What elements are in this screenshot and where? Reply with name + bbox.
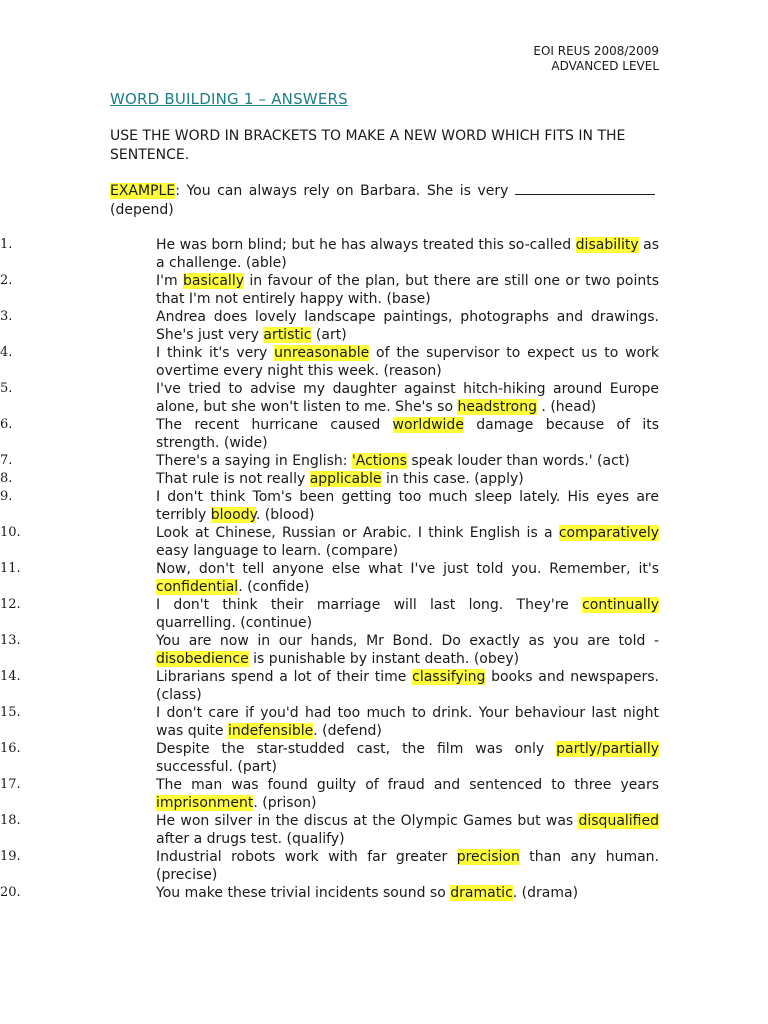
- sentence-text: I don't think their marriage will last long. They're: [156, 597, 583, 613]
- sentence-text: in this case. (apply): [381, 471, 524, 487]
- sentence-text: I think it's very: [156, 345, 275, 361]
- example-hint: (depend): [110, 202, 174, 218]
- highlighted-answer: confidential: [156, 579, 239, 595]
- highlighted-answer: imprisonment: [156, 795, 254, 811]
- list-item-number: 1.: [0, 237, 13, 252]
- answer-blank: [515, 181, 655, 195]
- highlighted-answer: basically: [183, 273, 244, 289]
- highlighted-answer: 'Actions: [351, 453, 407, 469]
- list-item-number: 13.: [0, 633, 21, 648]
- list-item: [0, 452, 659, 470]
- instructions-text: USE THE WORD IN BRACKETS TO MAKE A NEW WORD WHICH FITS IN THE SENTENCE.: [110, 128, 626, 163]
- sentence-text: . (blood): [255, 507, 315, 523]
- sentence-text: The man was found guilty of fraud and sentenced to three years: [156, 777, 659, 793]
- list-item-number: 16.: [0, 741, 21, 756]
- sentence-text: Industrial robots work with far greater: [156, 849, 457, 865]
- sentence-text: I've tried to advise my daughter against hitch-hiking around Europe alone, but she won't listen to me. She's so: [156, 381, 659, 415]
- list-item: [0, 524, 659, 560]
- highlighted-answer: classifying: [412, 669, 486, 685]
- list-item-number: 18.: [0, 813, 21, 828]
- sentence-text: You make these trivial incidents sound so: [156, 885, 451, 901]
- list-item-number: 3.: [0, 309, 13, 324]
- list-item: [0, 848, 659, 884]
- sentence-text: damage because of its strength. (wide): [156, 417, 659, 451]
- sentence-text: . (head): [536, 399, 597, 415]
- highlighted-answer: applicable: [309, 471, 382, 487]
- sentence-text: You are now in our hands, Mr Bond. Do exactly as you are told -: [156, 633, 659, 649]
- sentence-text: of the supervisor to expect us to work overtime every night this week. (reason): [156, 345, 659, 379]
- list-item: [0, 308, 659, 344]
- header-school: EOI REUS 2008/2009: [533, 44, 659, 58]
- list-item: [0, 632, 659, 668]
- list-item-number: 2.: [0, 273, 13, 288]
- sentence-text: Andrea does lovely landscape paintings, photographs and drawings. She's just very: [156, 309, 659, 343]
- list-item-number: 20.: [0, 885, 21, 900]
- list-item-number: 5.: [0, 381, 13, 396]
- sentence-text: Look at Chinese, Russian or Arabic. I think English is a: [156, 525, 559, 541]
- sentence-text: after a drugs test. (qualify): [156, 831, 345, 847]
- highlighted-answer: comparatively: [558, 525, 659, 541]
- list-item: [0, 668, 659, 704]
- list-item-number: 4.: [0, 345, 13, 360]
- list-item: [0, 704, 659, 740]
- sentence-text: He won silver in the discus at the Olympic Games but was: [156, 813, 579, 829]
- sentence-text: I don't care if you'd had too much to drink. Your behaviour last night was quite: [156, 705, 659, 739]
- sentence-text: as a challenge. (able): [156, 237, 660, 271]
- list-item-number: 12.: [0, 597, 21, 612]
- sentence-text: successful. (part): [156, 759, 277, 775]
- sentence-text: easy language to learn. (compare): [156, 543, 399, 559]
- list-item-number: 7.: [0, 453, 13, 468]
- highlighted-answer: worldwide: [392, 417, 464, 433]
- sentence-text: . (defend): [313, 723, 382, 739]
- sentence-text: The recent hurricane caused: [156, 417, 393, 433]
- list-item: [0, 416, 659, 452]
- sentence-text: . (drama): [512, 885, 579, 901]
- list-item-number: 17.: [0, 777, 21, 792]
- highlighted-answer: artistic: [263, 327, 312, 343]
- example-text: : You can always rely on Barbara. She is very: [175, 183, 509, 199]
- list-item: [0, 272, 659, 308]
- sentence-text: Now, don't tell anyone else what I've just told you. Remember, it's: [156, 561, 659, 577]
- sentence-text: speak louder than words.' (act): [406, 453, 630, 469]
- sentence-text: I'm: [156, 273, 183, 289]
- sentence-text: . (prison): [253, 795, 317, 811]
- header-level: ADVANCED LEVEL: [551, 59, 659, 73]
- example-sentence: [110, 181, 659, 220]
- sentence-text: quarrelling. (continue): [156, 615, 313, 631]
- sentence-text: books and newspapers. (class): [156, 669, 659, 703]
- sentence-text: Despite the star-studded cast, the film was only: [156, 741, 557, 757]
- list-item-number: 8.: [0, 471, 13, 486]
- highlighted-answer: continually: [582, 597, 659, 613]
- list-item: [0, 884, 659, 902]
- sentence-text: There's a saying in English:: [156, 453, 352, 469]
- sentence-text: That rule is not really: [156, 471, 310, 487]
- sentence-text: in favour of the plan, but there are still one or two points that I'm not entirely happy with. (base): [156, 273, 659, 307]
- list-item-number: 6.: [0, 417, 13, 432]
- list-item: [0, 236, 659, 272]
- list-item: [0, 596, 659, 632]
- highlighted-answer: disqualified: [578, 813, 659, 829]
- list-item-number: 14.: [0, 669, 21, 684]
- highlighted-answer: disobedience: [156, 651, 249, 667]
- sentence-text: . (confide): [238, 579, 310, 595]
- list-item: [0, 740, 659, 776]
- sentence-text: (art): [311, 327, 347, 343]
- list-item-number: 11.: [0, 561, 21, 576]
- list-item: [0, 812, 659, 848]
- highlighted-answer: indefensible: [227, 723, 314, 739]
- sentence-text: Librarians spend a lot of their time: [156, 669, 413, 685]
- answer-list: [0, 236, 659, 902]
- highlighted-answer: precision: [456, 849, 520, 865]
- list-item-number: 10.: [0, 525, 21, 540]
- highlighted-answer: partly/partially: [556, 741, 659, 757]
- document-header: [533, 44, 659, 74]
- list-item: [0, 560, 659, 596]
- sentence-text: is punishable by instant death. (obey): [248, 651, 520, 667]
- list-item: [0, 776, 659, 812]
- highlighted-answer: disability: [575, 237, 639, 253]
- list-item: [0, 344, 659, 380]
- list-item: [0, 488, 659, 524]
- highlighted-answer: dramatic: [450, 885, 513, 901]
- sentence-text: than any human. (precise): [156, 849, 659, 883]
- list-item-number: 15.: [0, 705, 21, 720]
- highlighted-answer: bloody: [210, 507, 256, 523]
- sentence-text: I don't think Tom's been getting too much sleep lately. His eyes are terribly: [156, 489, 659, 523]
- highlighted-answer: headstrong: [457, 399, 537, 415]
- list-item-number: 9.: [0, 489, 13, 504]
- list-item: [0, 470, 659, 488]
- list-item: [0, 380, 659, 416]
- page-title: WORD BUILDING 1 – ANSWERS: [110, 90, 348, 108]
- list-item-number: 19.: [0, 849, 21, 864]
- example-label: EXAMPLE: [110, 183, 176, 199]
- sentence-text: He was born blind; but he has always treated this so-called: [156, 237, 576, 253]
- highlighted-answer: unreasonable: [274, 345, 370, 361]
